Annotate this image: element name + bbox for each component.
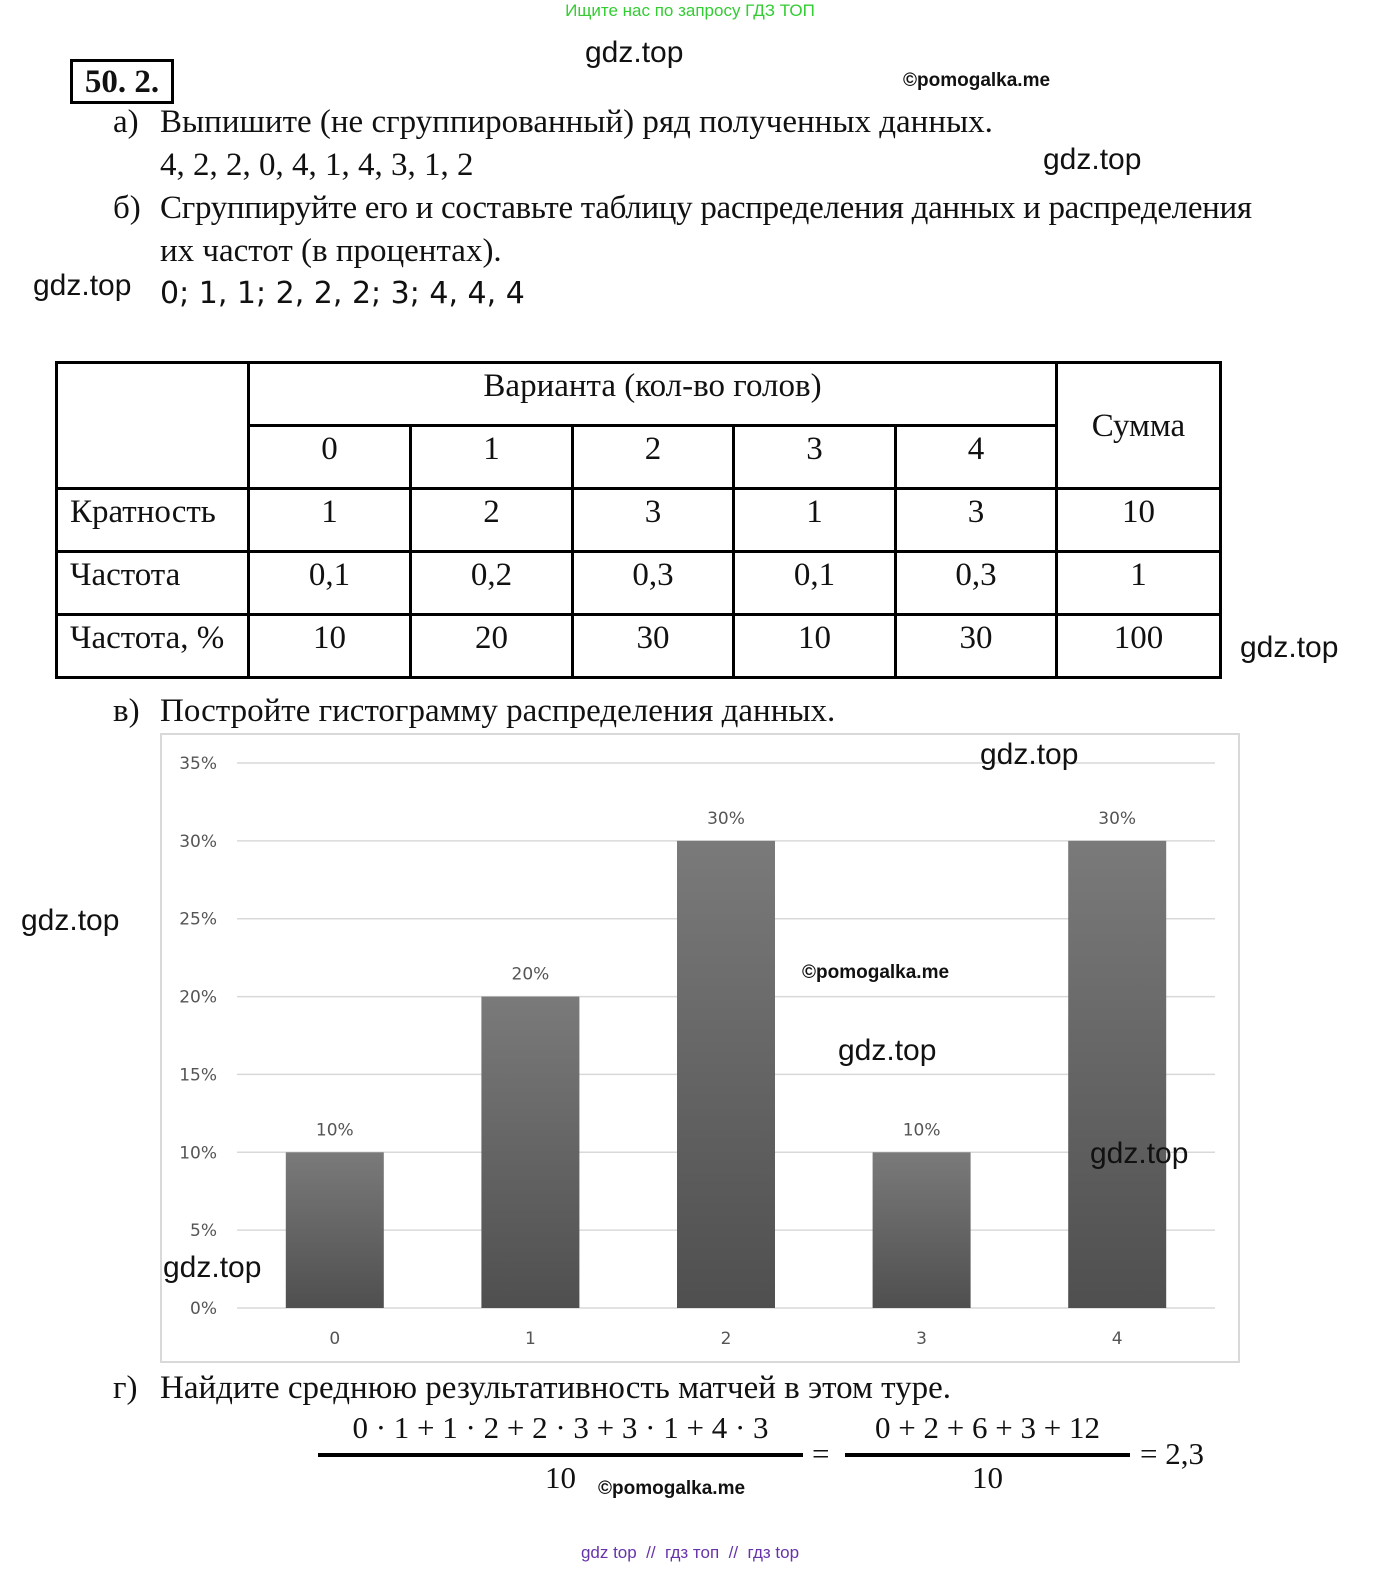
data-label: 30% (707, 808, 745, 829)
table-row (57, 489, 1221, 552)
cell: 10 (734, 615, 896, 678)
watermark: gdz.top (838, 1034, 937, 1067)
x-tick-label: 3 (916, 1329, 928, 1349)
distribution-table (55, 361, 1222, 679)
y-tick-label: 5% (190, 1221, 217, 1242)
empty-header-cell (57, 363, 249, 489)
x-tick-label: 4 (1111, 1329, 1123, 1349)
header-sum: Сумма (1057, 363, 1221, 489)
search-banner[interactable]: Ищите нас по запросу ГДЗ ТОП (565, 1, 815, 20)
sum-cell: 1 (1057, 552, 1221, 615)
cell: 0,1 (249, 552, 411, 615)
watermark: gdz.top (1240, 631, 1339, 664)
part-a-question: Выпишите (не сгруппированный) ряд полученных данных. (160, 104, 993, 140)
variant-cell: 0 (249, 426, 411, 489)
watermark: gdz.top (21, 904, 120, 937)
y-tick-label: 15% (179, 1065, 217, 1086)
watermark: ©pomogalka.me (802, 962, 950, 983)
cell: 0,1 (734, 552, 896, 615)
result: = 2,3 (1140, 1436, 1204, 1471)
variant-cell: 4 (896, 426, 1057, 489)
row-label: Кратность (57, 489, 249, 552)
sum-cell: 100 (1057, 615, 1221, 678)
part-a-label: а) (113, 104, 139, 140)
fraction2-denominator: 10 (972, 1460, 1003, 1495)
part-g-label: г) (113, 1370, 138, 1406)
header-variant: Варианта (кол-во голов) (249, 363, 1057, 426)
bar (1068, 841, 1166, 1308)
fraction2-bar (845, 1453, 1130, 1457)
histogram-chart (160, 733, 1240, 1363)
cell: 1 (734, 489, 896, 552)
watermark: ©pomogalka.me (598, 1478, 746, 1499)
cell: 2 (411, 489, 573, 552)
data-label: 30% (1098, 808, 1137, 829)
y-tick-label: 20% (179, 987, 217, 1008)
watermark: gdz.top (163, 1251, 262, 1284)
watermark: gdz.top (585, 36, 684, 69)
fraction1-numerator: 0 · 1 + 1 · 2 + 2 · 3 + 3 · 1 + 4 · 3 (352, 1410, 769, 1445)
fraction1-denominator: 10 (545, 1460, 576, 1495)
footer-links[interactable]: gdz top // гдз топ // гдз top (580, 1543, 800, 1562)
bar (481, 997, 579, 1308)
cell: 0,3 (573, 552, 734, 615)
watermark: gdz.top (1090, 1137, 1189, 1170)
problem-number: 50. 2. (70, 59, 174, 104)
cell: 0,3 (896, 552, 1057, 615)
sum-cell: 10 (1057, 489, 1221, 552)
watermark: ©pomogalka.me (903, 70, 1051, 91)
part-b-answer: 0; 1, 1; 2, 2, 2; 3; 4, 4, 4 (160, 276, 525, 311)
watermark: gdz.top (1043, 143, 1142, 176)
y-tick-label: 35% (179, 754, 217, 774)
part-v-label: в) (113, 693, 140, 729)
variant-cell: 1 (411, 426, 573, 489)
part-b-question-cont: их частот (в процентах). (160, 233, 502, 269)
data-label: 10% (315, 1120, 354, 1141)
part-a-answer: 4, 2, 2, 0, 4, 1, 4, 3, 1, 2 (160, 147, 474, 183)
equals-sign: = (812, 1436, 830, 1471)
cell: 30 (896, 615, 1057, 678)
bar (286, 1152, 384, 1308)
watermark: gdz.top (33, 269, 132, 302)
y-tick-label: 0% (190, 1299, 217, 1319)
bar (873, 1152, 971, 1308)
variant-cell: 2 (573, 426, 734, 489)
table-row (57, 615, 1221, 678)
part-v-question: Постройте гистограмму распределения данных. (160, 693, 836, 729)
watermark: gdz.top (980, 738, 1079, 771)
y-tick-label: 25% (179, 909, 217, 930)
cell: 30 (573, 615, 734, 678)
cell: 0,2 (411, 552, 573, 615)
y-tick-label: 10% (179, 1143, 217, 1164)
x-tick-label: 1 (524, 1329, 536, 1349)
bar (677, 841, 775, 1308)
y-tick-label: 30% (179, 831, 217, 852)
histogram-svg (162, 735, 1238, 1361)
row-label: Частота (57, 552, 249, 615)
variant-cell: 3 (734, 426, 896, 489)
cell: 20 (411, 615, 573, 678)
table-row (57, 552, 1221, 615)
part-b-label: б) (113, 190, 141, 226)
part-g-question: Найдите среднюю результативность матчей в этом туре. (160, 1370, 952, 1406)
row-label: Частота, % (57, 615, 249, 678)
cell: 3 (573, 489, 734, 552)
cell: 3 (896, 489, 1057, 552)
x-tick-label: 0 (329, 1329, 341, 1349)
data-label: 20% (511, 964, 550, 985)
fraction2-numerator: 0 + 2 + 6 + 3 + 12 (875, 1410, 1100, 1445)
cell: 1 (249, 489, 411, 552)
x-tick-label: 2 (720, 1329, 732, 1349)
data-label: 10% (902, 1120, 941, 1141)
fraction1-bar (318, 1453, 803, 1457)
cell: 10 (249, 615, 411, 678)
part-b-question: Сгруппируйте его и составьте таблицу распределения данных и распределения (160, 190, 1252, 226)
